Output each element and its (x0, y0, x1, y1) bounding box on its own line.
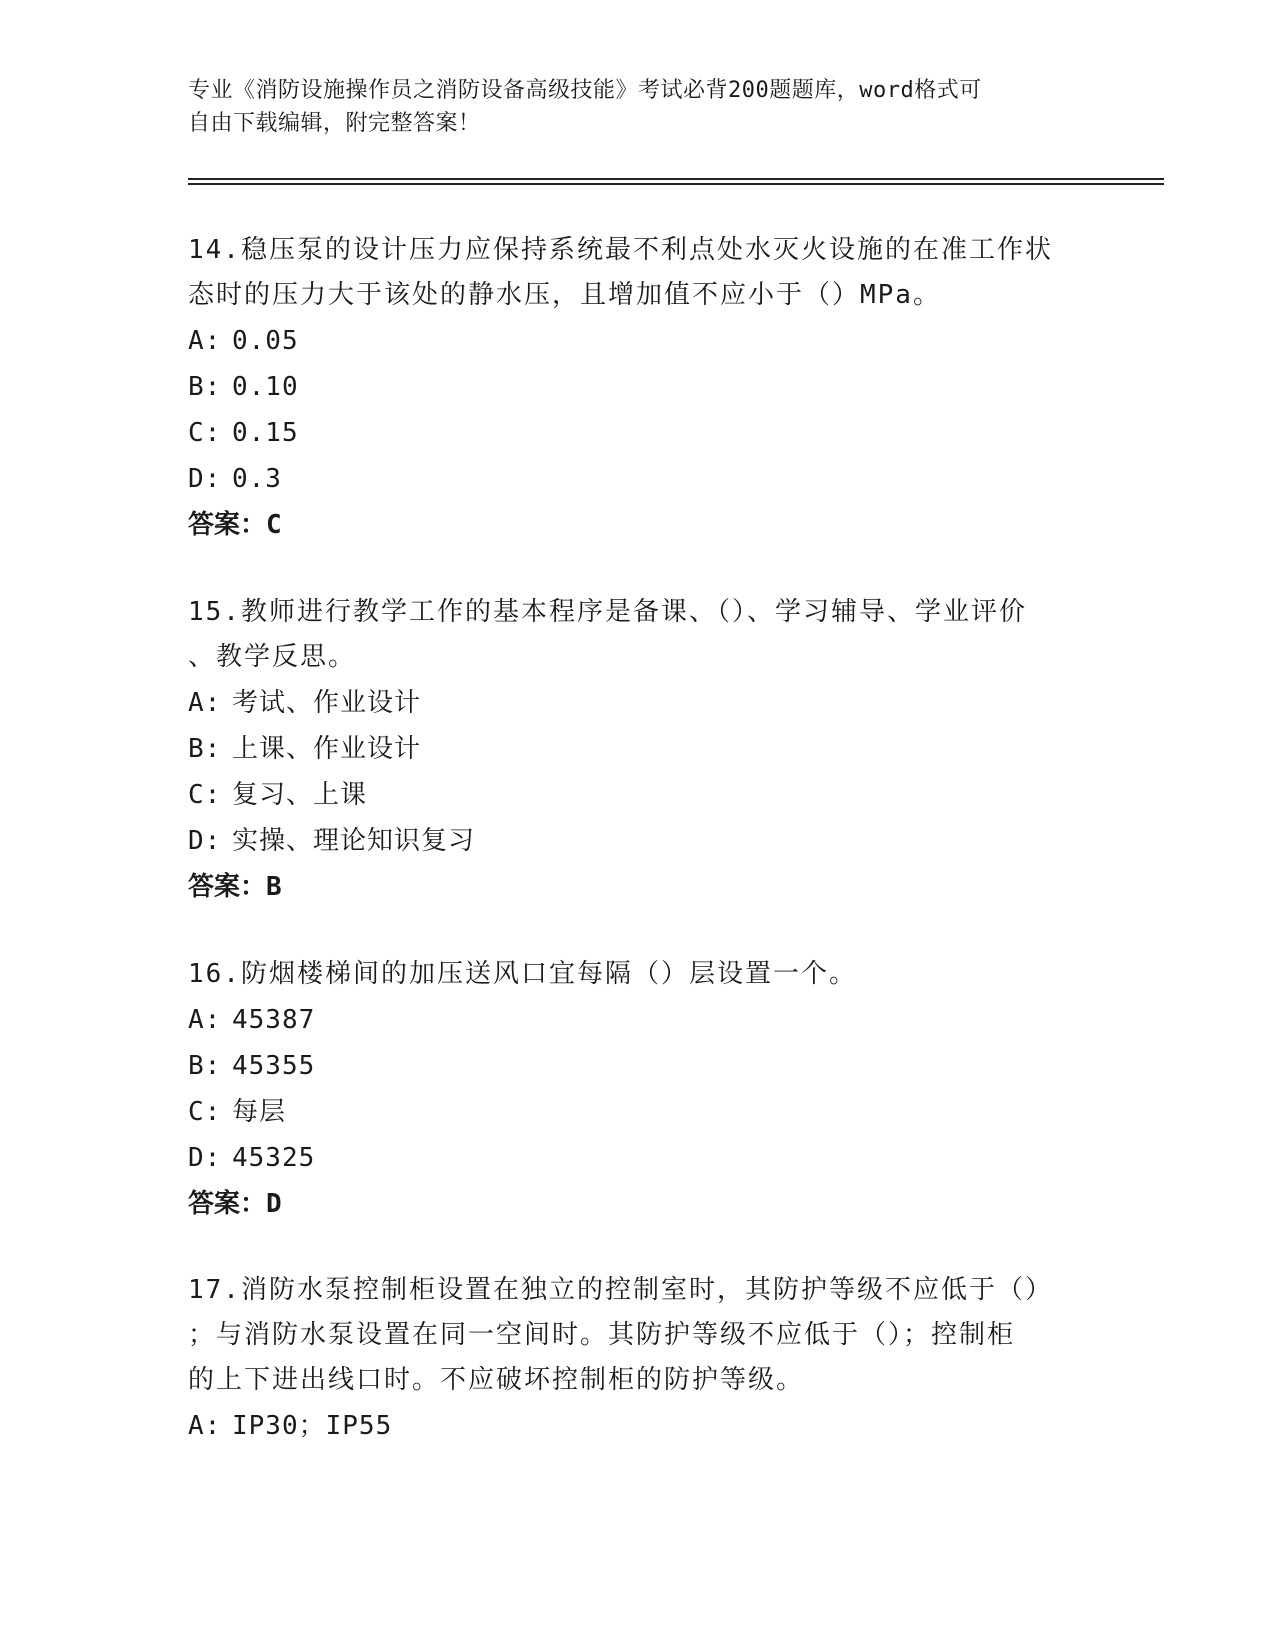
header-line-2: 自由下载编辑，附完整答案！ (188, 111, 481, 136)
question-line: 14.稳压泵的设计压力应保持系统最不利点处水灭火设施的在准工作状 (188, 235, 1053, 265)
option-text: 上课、作业设计 (232, 734, 422, 764)
option-label: C: (188, 1097, 222, 1127)
option-text: 每层 (232, 1097, 287, 1127)
answer (188, 864, 1088, 910)
option-text: 0.05 (232, 326, 299, 356)
answer-value: B (266, 872, 282, 902)
option-text: 0.3 (232, 464, 282, 494)
question-14 (188, 228, 1088, 548)
answer (188, 502, 1088, 548)
option-a (188, 680, 1088, 726)
answer-label: 答案： (188, 1189, 267, 1219)
question-text (188, 228, 1088, 318)
option-label: A: (188, 1411, 222, 1441)
question-line: 、教学反思。 (188, 642, 357, 672)
option-a (188, 318, 1088, 364)
option-text: 复习、上课 (232, 780, 368, 810)
option-text: 实操、理论知识复习 (232, 826, 476, 856)
option-label: A: (188, 326, 222, 356)
header-line-1: 专业《消防设施操作员之消防设备高级技能》考试必背200题题库，word格式可 (188, 78, 982, 103)
question-line: 17.消防水泵控制柜设置在独立的控制室时，其防护等级不应低于（） (188, 1275, 1053, 1305)
option-label: B: (188, 734, 222, 764)
option-c (188, 772, 1088, 818)
option-text: 45355 (232, 1051, 316, 1081)
option-d (188, 818, 1088, 864)
option-label: B: (188, 372, 222, 402)
option-b (188, 364, 1088, 410)
option-label: C: (188, 418, 222, 448)
option-label: D: (188, 1143, 222, 1173)
answer-label: 答案： (188, 872, 267, 902)
question-16 (188, 952, 1088, 1227)
option-d (188, 1135, 1088, 1181)
header-divider-top (188, 178, 1164, 180)
option-text: IP30；IP55 (232, 1411, 393, 1441)
option-label: C: (188, 780, 222, 810)
option-a (188, 997, 1088, 1043)
question-line: ；与消防水泵设置在同一空间时。其防护等级不应低于（）；控制柜 (188, 1320, 1016, 1350)
question-text (188, 952, 1088, 997)
answer-label: 答案： (188, 510, 267, 540)
option-a (188, 1403, 1088, 1449)
option-text: 0.10 (232, 372, 299, 402)
answer-value: D (266, 1189, 282, 1219)
question-line: 16.防烟楼梯间的加压送风口宜每隔（）层设置一个。 (188, 959, 857, 989)
option-label: D: (188, 826, 222, 856)
answer-value: C (266, 510, 282, 540)
option-text: 45387 (232, 1005, 316, 1035)
option-label: B: (188, 1051, 222, 1081)
option-text: 45325 (232, 1143, 316, 1173)
document-header (188, 74, 1088, 140)
option-label: A: (188, 1005, 222, 1035)
option-text: 考试、作业设计 (232, 688, 422, 718)
option-c (188, 410, 1088, 456)
question-15 (188, 590, 1088, 910)
question-line: 态时的压力大于该处的静水压，且增加值不应小于（）MPa。 (188, 280, 941, 310)
question-line: 的上下进出线口时。不应破坏控制柜的防护等级。 (188, 1365, 805, 1395)
question-text (188, 1268, 1088, 1403)
answer (188, 1181, 1088, 1227)
option-b (188, 1043, 1088, 1089)
question-text (188, 590, 1088, 680)
option-label: A: (188, 688, 222, 718)
header-divider-bottom (188, 183, 1164, 185)
option-label: D: (188, 464, 222, 494)
option-c (188, 1089, 1088, 1135)
option-text: 0.15 (232, 418, 299, 448)
question-line: 15.教师进行教学工作的基本程序是备课、（）、学习辅导、学业评价 (188, 597, 1027, 627)
question-17 (188, 1268, 1088, 1449)
option-d (188, 456, 1088, 502)
option-b (188, 726, 1088, 772)
